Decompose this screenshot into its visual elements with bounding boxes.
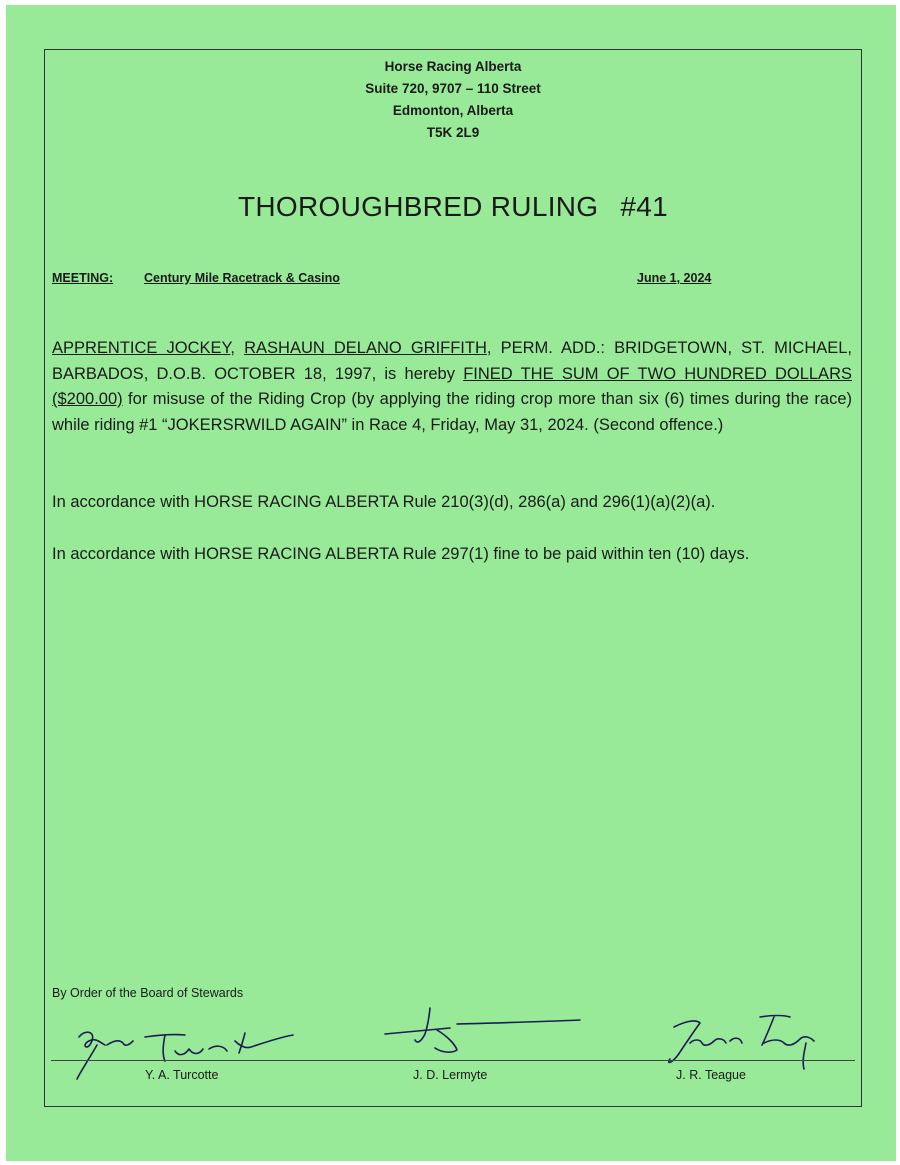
separator: , [230, 339, 245, 357]
ruling-title [45, 191, 861, 223]
org-name: Horse Racing Alberta [384, 59, 522, 74]
meeting-label: MEETING: [52, 271, 114, 285]
address-line-2: Edmonton, Alberta [392, 103, 514, 118]
letterhead [45, 56, 861, 144]
steward-name-turcotte: Y. A. Turcotte [145, 1068, 219, 1082]
board-order-text: By Order of the Board of Stewards [52, 986, 244, 1000]
jockey-details: , PERM. ADD.: BRIDGETOWN, ST. MICHAEL, BARBADOS, D.O.B. OCTOBER 18, 1997, is hereby [52, 339, 853, 383]
signature-turcotte [67, 1015, 297, 1095]
rule-reference-2: In accordance with HORSE RACING ALBERTA Rule 297(1) fine to be paid within ten (10) days. [52, 545, 750, 563]
jockey-name: RASHAUN DELANO GRIFFITH [244, 339, 487, 357]
signature-line [51, 1060, 855, 1061]
penalty: FINED THE SUM OF TWO HUNDRED DOLLARS ($200.00) [52, 364, 852, 408]
steward-name-teague: J. R. Teague [676, 1068, 746, 1082]
signature-lermyte [385, 1000, 585, 1065]
rule-reference-1: In accordance with HORSE RACING ALBERTA Rule 210(3)(d), 286(a) and 296(1)(a)(2)(a). [52, 493, 716, 511]
offence-reason: for misuse of the Riding Crop (by applying the riding crop more than six (6) times during the race) while riding #1 “JOKERSRWILD AGAIN” in Race 4, Friday, May 31, 2024. (Second offence.) [52, 390, 852, 434]
ruling-title-text: THOROUGHBRED RULING [237, 191, 599, 222]
meeting-date: June 1, 2024 [637, 271, 712, 285]
ruling-body [52, 336, 852, 438]
address-line-1: Suite 720, 9707 – 110 Street [365, 81, 541, 96]
meeting-venue: Century Mile Racetrack & Casino [144, 271, 340, 285]
ruling-number: #41 [620, 191, 668, 222]
steward-name-lermyte: J. D. Lermyte [413, 1068, 488, 1082]
jockey-role: APPRENTICE JOCKEY [52, 339, 231, 357]
ruling-page [6, 5, 896, 1161]
document-frame [44, 49, 862, 1107]
postal-code: T5K 2L9 [426, 125, 480, 140]
